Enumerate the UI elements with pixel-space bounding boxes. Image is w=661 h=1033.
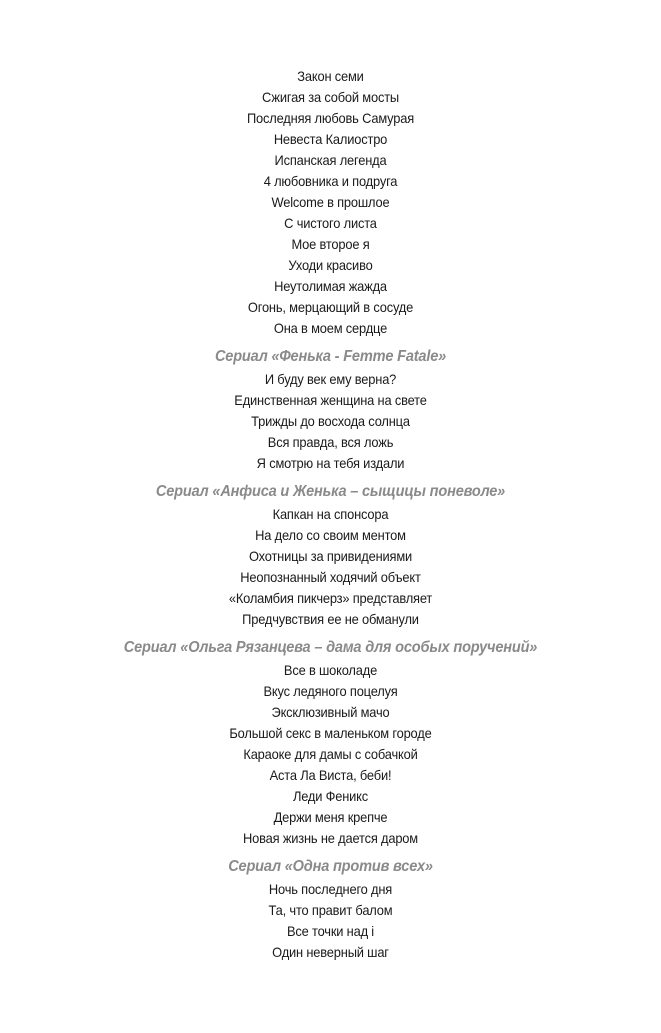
- book-title: И буду век ему верна?: [264, 371, 397, 387]
- series-section: [0, 345, 661, 474]
- book-title: Единственная женщина на свете: [234, 392, 427, 408]
- series-section: [0, 855, 661, 963]
- series-section: [0, 66, 661, 339]
- book-title: Новая жизнь не дается даром: [243, 830, 418, 846]
- book-title: Она в моем сердце: [273, 320, 388, 336]
- book-title: Эксклюзивный мачо: [271, 704, 390, 720]
- book-title: Один неверный шаг: [272, 944, 389, 960]
- book-title: Ночь последнего дня: [268, 881, 393, 897]
- book-title: Все точки над i: [286, 923, 374, 939]
- book-title-list: [0, 66, 661, 963]
- book-title: Закон семи: [297, 68, 364, 84]
- book-title: Вкус ледяного поцелуя: [263, 683, 398, 699]
- book-title: 4 любовника и подруга: [263, 173, 398, 189]
- book-title: Испанская легенда: [274, 152, 387, 168]
- book-title: С чистого листа: [284, 215, 377, 231]
- book-title: Последняя любовь Самурая: [246, 110, 415, 126]
- book-title: Я смотрю на тебя издали: [256, 455, 405, 471]
- book-title: На дело со своим ментом: [255, 527, 406, 543]
- series-heading: Сериал «Одна против всех»: [228, 858, 433, 875]
- book-title: Держи меня крепче: [273, 809, 388, 825]
- book-title: Уходи красиво: [288, 257, 373, 273]
- series-heading: Сериал «Фенька - Femme Fatale»: [214, 348, 447, 365]
- book-title: Неутолимая жажда: [274, 278, 387, 294]
- book-title: «Коламбия пикчерз» представляет: [228, 590, 433, 606]
- series-section: [0, 636, 661, 849]
- book-title: Невеста Калиостро: [273, 131, 388, 147]
- book-title: Все в шоколаде: [283, 662, 378, 678]
- series-heading: Сериал «Ольга Рязанцева – дама для особых поручений»: [123, 639, 538, 656]
- book-title: Предчувствия ее не обманули: [242, 611, 419, 627]
- book-title: Вся правда, вся ложь: [267, 434, 394, 450]
- book-title: Большой секс в маленьком городе: [229, 725, 432, 741]
- book-title: Та, что правит балом: [268, 902, 393, 918]
- book-title: Неопознанный ходячий объект: [240, 569, 421, 585]
- series-heading: Сериал «Анфиса и Женька – сыщицы поневоле»: [155, 483, 506, 500]
- book-title: Сжигая за собой мосты: [262, 89, 399, 105]
- book-title: Капкан на спонсора: [272, 506, 389, 522]
- book-title: Welcome в прошлое: [271, 194, 390, 210]
- book-title: Мое второе я: [291, 236, 370, 252]
- book-title: Леди Феникс: [292, 788, 369, 804]
- series-section: [0, 480, 661, 630]
- book-title: Трижды до восхода солнца: [251, 413, 410, 429]
- book-title: Охотницы за привидениями: [248, 548, 413, 564]
- book-title: Караоке для дамы с собачкой: [243, 746, 418, 762]
- book-title: Огонь, мерцающий в сосуде: [247, 299, 414, 315]
- book-title: Аста Ла Виста, беби!: [269, 767, 392, 783]
